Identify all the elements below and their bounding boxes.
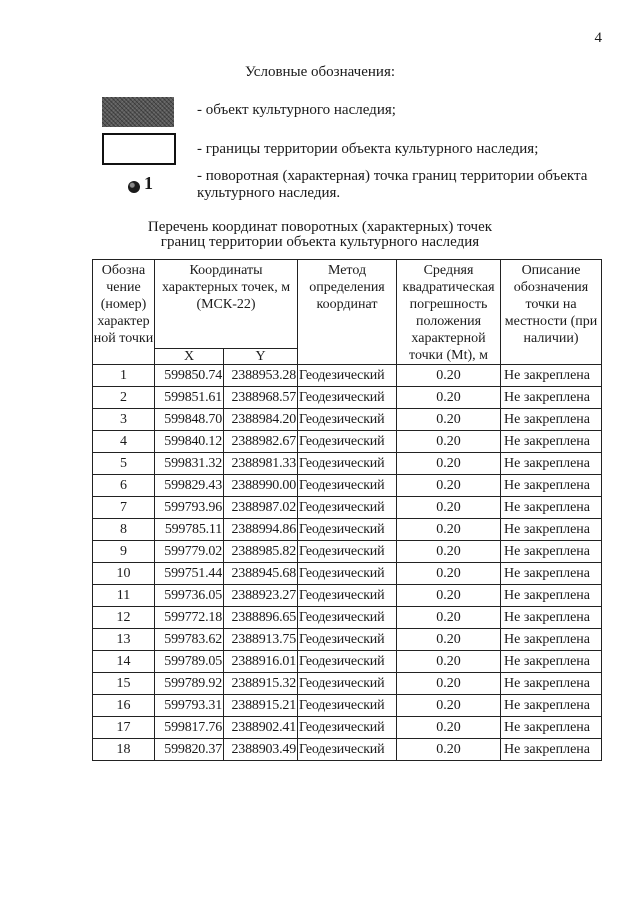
header-method: Метод определения координат xyxy=(298,260,397,365)
description-cell: Не закреплена xyxy=(501,695,602,717)
table-row xyxy=(93,629,602,651)
table-row xyxy=(93,673,602,695)
description-cell: Не закреплена xyxy=(501,739,602,761)
table-row xyxy=(93,365,602,387)
error-cell: 0.20 xyxy=(397,453,501,475)
error-cell: 0.20 xyxy=(397,607,501,629)
error-cell: 0.20 xyxy=(397,387,501,409)
legend-title: Условные обозначения: xyxy=(244,64,396,80)
error-cell: 0.20 xyxy=(397,563,501,585)
coord-y-cell: 2388968.57 xyxy=(224,387,298,409)
coord-y-cell: 2388981.33 xyxy=(224,453,298,475)
description-cell: Не закреплена xyxy=(501,453,602,475)
point-number-cell: 18 xyxy=(93,739,155,761)
description-cell: Не закреплена xyxy=(501,431,602,453)
coord-y-cell: 2388984.20 xyxy=(224,409,298,431)
method-cell: Геодезический xyxy=(298,519,397,541)
point-number-cell: 17 xyxy=(93,717,155,739)
description-cell: Не закреплена xyxy=(501,673,602,695)
table-row xyxy=(93,409,602,431)
coord-y-cell: 2388994.86 xyxy=(224,519,298,541)
legend-item-heritage: - объект культурного наследия; xyxy=(197,102,396,118)
method-cell: Геодезический xyxy=(298,717,397,739)
point-number-cell: 1 xyxy=(93,365,155,387)
point-number-cell: 13 xyxy=(93,629,155,651)
error-cell: 0.20 xyxy=(397,431,501,453)
point-number-cell: 4 xyxy=(93,431,155,453)
coord-y-cell: 2388987.02 xyxy=(224,497,298,519)
point-number-cell: 14 xyxy=(93,651,155,673)
coord-y-cell: 2388896.65 xyxy=(224,607,298,629)
description-cell: Не закреплена xyxy=(501,387,602,409)
coord-y-cell: 2388953.28 xyxy=(224,365,298,387)
table-title xyxy=(0,220,640,250)
method-cell: Геодезический xyxy=(298,629,397,651)
table-row xyxy=(93,453,602,475)
coord-y-cell: 2388915.32 xyxy=(224,673,298,695)
method-cell: Геодезический xyxy=(298,739,397,761)
error-cell: 0.20 xyxy=(397,365,501,387)
header-error: Средняя квадратическая погрешность положения характерной точки (Mt), м xyxy=(397,260,501,365)
header-coordinates: Координаты характерных точек, м (МСК-22) xyxy=(155,260,298,349)
error-cell: 0.20 xyxy=(397,651,501,673)
coord-x-cell: 599783.62 xyxy=(155,629,224,651)
point-number-cell: 5 xyxy=(93,453,155,475)
coordinates-table xyxy=(92,259,602,761)
coord-x-cell: 599779.02 xyxy=(155,541,224,563)
description-cell: Не закреплена xyxy=(501,585,602,607)
legend-item-turning-point: - поворотная (характерная) точка границ территории объекта культурного наследия. xyxy=(197,168,588,201)
description-cell: Не закреплена xyxy=(501,519,602,541)
point-number-cell: 10 xyxy=(93,563,155,585)
coord-x-cell: 599840.12 xyxy=(155,431,224,453)
method-cell: Геодезический xyxy=(298,695,397,717)
point-number-cell: 11 xyxy=(93,585,155,607)
header-description: Описание обозначения точки на местности (при наличии) xyxy=(501,260,602,365)
coord-x-cell: 599793.96 xyxy=(155,497,224,519)
method-cell: Геодезический xyxy=(298,475,397,497)
point-number-cell: 6 xyxy=(93,475,155,497)
table-row xyxy=(93,387,602,409)
table-row xyxy=(93,431,602,453)
description-cell: Не закреплена xyxy=(501,651,602,673)
coord-y-cell: 2388945.68 xyxy=(224,563,298,585)
point-number-cell: 15 xyxy=(93,673,155,695)
table-row xyxy=(93,497,602,519)
method-cell: Геодезический xyxy=(298,497,397,519)
boundary-swatch xyxy=(102,133,176,165)
table-row xyxy=(93,563,602,585)
coord-y-cell: 2388982.67 xyxy=(224,431,298,453)
coord-y-cell: 2388990.00 xyxy=(224,475,298,497)
coord-x-cell: 599820.37 xyxy=(155,739,224,761)
description-cell: Не закреплена xyxy=(501,409,602,431)
coord-x-cell: 599817.76 xyxy=(155,717,224,739)
header-y: Y xyxy=(224,349,298,365)
table-row xyxy=(93,519,602,541)
method-cell: Геодезический xyxy=(298,607,397,629)
turning-point-marker-label: 1 xyxy=(144,173,153,193)
description-cell: Не закреплена xyxy=(501,497,602,519)
error-cell: 0.20 xyxy=(397,717,501,739)
coord-y-cell: 2388915.21 xyxy=(224,695,298,717)
legend-item-boundary: - границы территории объекта культурного наследия; xyxy=(197,141,539,157)
error-cell: 0.20 xyxy=(397,695,501,717)
table-row xyxy=(93,695,602,717)
method-cell: Геодезический xyxy=(298,541,397,563)
method-cell: Геодезический xyxy=(298,409,397,431)
error-cell: 0.20 xyxy=(397,475,501,497)
coord-x-cell: 599772.18 xyxy=(155,607,224,629)
table-body xyxy=(93,365,602,761)
description-cell: Не закреплена xyxy=(501,607,602,629)
table-row xyxy=(93,475,602,497)
table-row xyxy=(93,717,602,739)
coord-x-cell: 599850.74 xyxy=(155,365,224,387)
error-cell: 0.20 xyxy=(397,673,501,695)
point-number-cell: 2 xyxy=(93,387,155,409)
coord-x-cell: 599831.32 xyxy=(155,453,224,475)
coord-y-cell: 2388913.75 xyxy=(224,629,298,651)
error-cell: 0.20 xyxy=(397,739,501,761)
turning-point-dot-icon xyxy=(128,181,140,193)
point-number-cell: 8 xyxy=(93,519,155,541)
coord-y-cell: 2388902.41 xyxy=(224,717,298,739)
coord-x-cell: 599736.05 xyxy=(155,585,224,607)
error-cell: 0.20 xyxy=(397,519,501,541)
method-cell: Геодезический xyxy=(298,365,397,387)
point-number-cell: 3 xyxy=(93,409,155,431)
description-cell: Не закреплена xyxy=(501,629,602,651)
coord-y-cell: 2388916.01 xyxy=(224,651,298,673)
coord-x-cell: 599851.61 xyxy=(155,387,224,409)
table-header-row xyxy=(93,260,602,349)
error-cell: 0.20 xyxy=(397,541,501,563)
description-cell: Не закреплена xyxy=(501,563,602,585)
method-cell: Геодезический xyxy=(298,673,397,695)
coord-x-cell: 599793.31 xyxy=(155,695,224,717)
point-number-cell: 7 xyxy=(93,497,155,519)
table-title-line-2: границ территории объекта культурного наследия xyxy=(160,234,480,250)
coord-x-cell: 599789.92 xyxy=(155,673,224,695)
method-cell: Геодезический xyxy=(298,651,397,673)
table-row xyxy=(93,739,602,761)
point-number-cell: 12 xyxy=(93,607,155,629)
coord-y-cell: 2388903.49 xyxy=(224,739,298,761)
table-row xyxy=(93,651,602,673)
coord-x-cell: 599829.43 xyxy=(155,475,224,497)
page-number: 4 xyxy=(594,30,602,46)
table-row xyxy=(93,607,602,629)
method-cell: Геодезический xyxy=(298,453,397,475)
description-cell: Не закреплена xyxy=(501,717,602,739)
coord-y-cell: 2388923.27 xyxy=(224,585,298,607)
description-cell: Не закреплена xyxy=(501,541,602,563)
coord-x-cell: 599785.11 xyxy=(155,519,224,541)
description-cell: Не закреплена xyxy=(501,475,602,497)
header-point: Обозна чение (номер) характер ной точки xyxy=(93,260,155,365)
error-cell: 0.20 xyxy=(397,497,501,519)
heritage-object-swatch xyxy=(102,97,174,127)
error-cell: 0.20 xyxy=(397,585,501,607)
point-number-cell: 9 xyxy=(93,541,155,563)
coord-x-cell: 599751.44 xyxy=(155,563,224,585)
table-row xyxy=(93,541,602,563)
method-cell: Геодезический xyxy=(298,585,397,607)
coord-x-cell: 599848.70 xyxy=(155,409,224,431)
coord-y-cell: 2388985.82 xyxy=(224,541,298,563)
header-x: X xyxy=(155,349,224,365)
method-cell: Геодезический xyxy=(298,563,397,585)
table-title-line-1: Перечень координат поворотных (характерных) точек xyxy=(147,219,493,235)
error-cell: 0.20 xyxy=(397,629,501,651)
method-cell: Геодезический xyxy=(298,387,397,409)
point-number-cell: 16 xyxy=(93,695,155,717)
method-cell: Геодезический xyxy=(298,431,397,453)
table-row xyxy=(93,585,602,607)
coord-x-cell: 599789.05 xyxy=(155,651,224,673)
description-cell: Не закреплена xyxy=(501,365,602,387)
error-cell: 0.20 xyxy=(397,409,501,431)
